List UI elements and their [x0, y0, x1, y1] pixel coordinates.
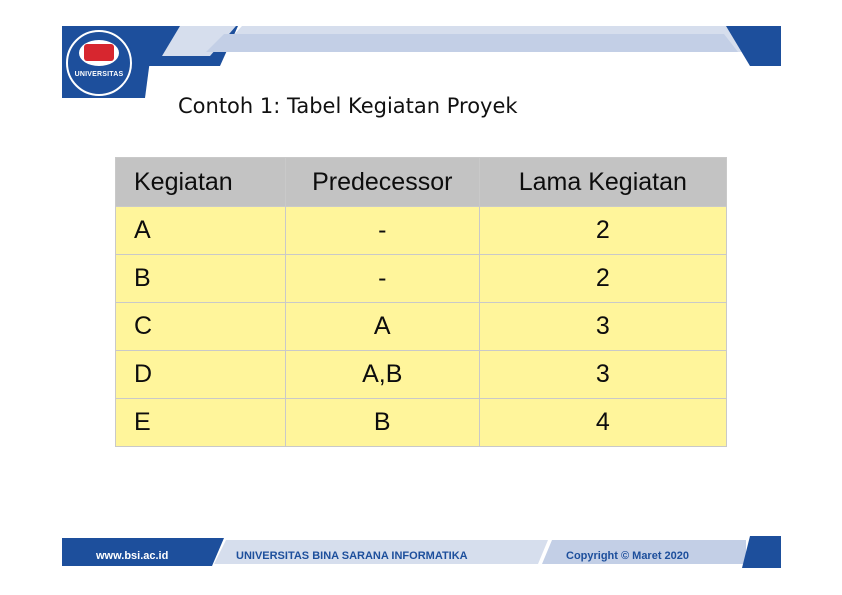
table-row [116, 255, 727, 303]
cell-kegiatan: E [116, 399, 286, 447]
cell-lama-kegiatan: 2 [479, 207, 726, 255]
slide-title: Contoh 1: Tabel Kegiatan Proyek [178, 94, 518, 118]
cell-kegiatan: A [116, 207, 286, 255]
column-header-kegiatan: Kegiatan [116, 158, 286, 207]
table-row [116, 303, 727, 351]
table-row [116, 207, 727, 255]
cell-predecessor: - [285, 255, 479, 303]
cell-lama-kegiatan: 4 [479, 399, 726, 447]
cell-predecessor: A,B [285, 351, 479, 399]
university-logo [66, 30, 132, 96]
cell-kegiatan: D [116, 351, 286, 399]
footer-institution: UNIVERSITAS BINA SARANA INFORMATIKA [236, 550, 468, 562]
logo-text: UNIVERSITAS [74, 71, 124, 78]
cell-predecessor: A [285, 303, 479, 351]
cell-kegiatan: B [116, 255, 286, 303]
cell-kegiatan: C [116, 303, 286, 351]
column-header-lama-kegiatan: Lama Kegiatan [479, 158, 726, 207]
footer-website: www.bsi.ac.id [96, 550, 169, 562]
table-row [116, 351, 727, 399]
project-activity-table [115, 157, 727, 447]
footer-copyright: Copyright © Maret 2020 [566, 550, 690, 562]
cell-predecessor: B [285, 399, 479, 447]
table-header-row [116, 158, 727, 207]
table-row [116, 399, 727, 447]
cell-lama-kegiatan: 2 [479, 255, 726, 303]
column-header-predecessor: Predecessor [285, 158, 479, 207]
cell-lama-kegiatan: 3 [479, 303, 726, 351]
cell-predecessor: - [285, 207, 479, 255]
logo-mark-icon [84, 44, 114, 61]
cell-lama-kegiatan: 3 [479, 351, 726, 399]
